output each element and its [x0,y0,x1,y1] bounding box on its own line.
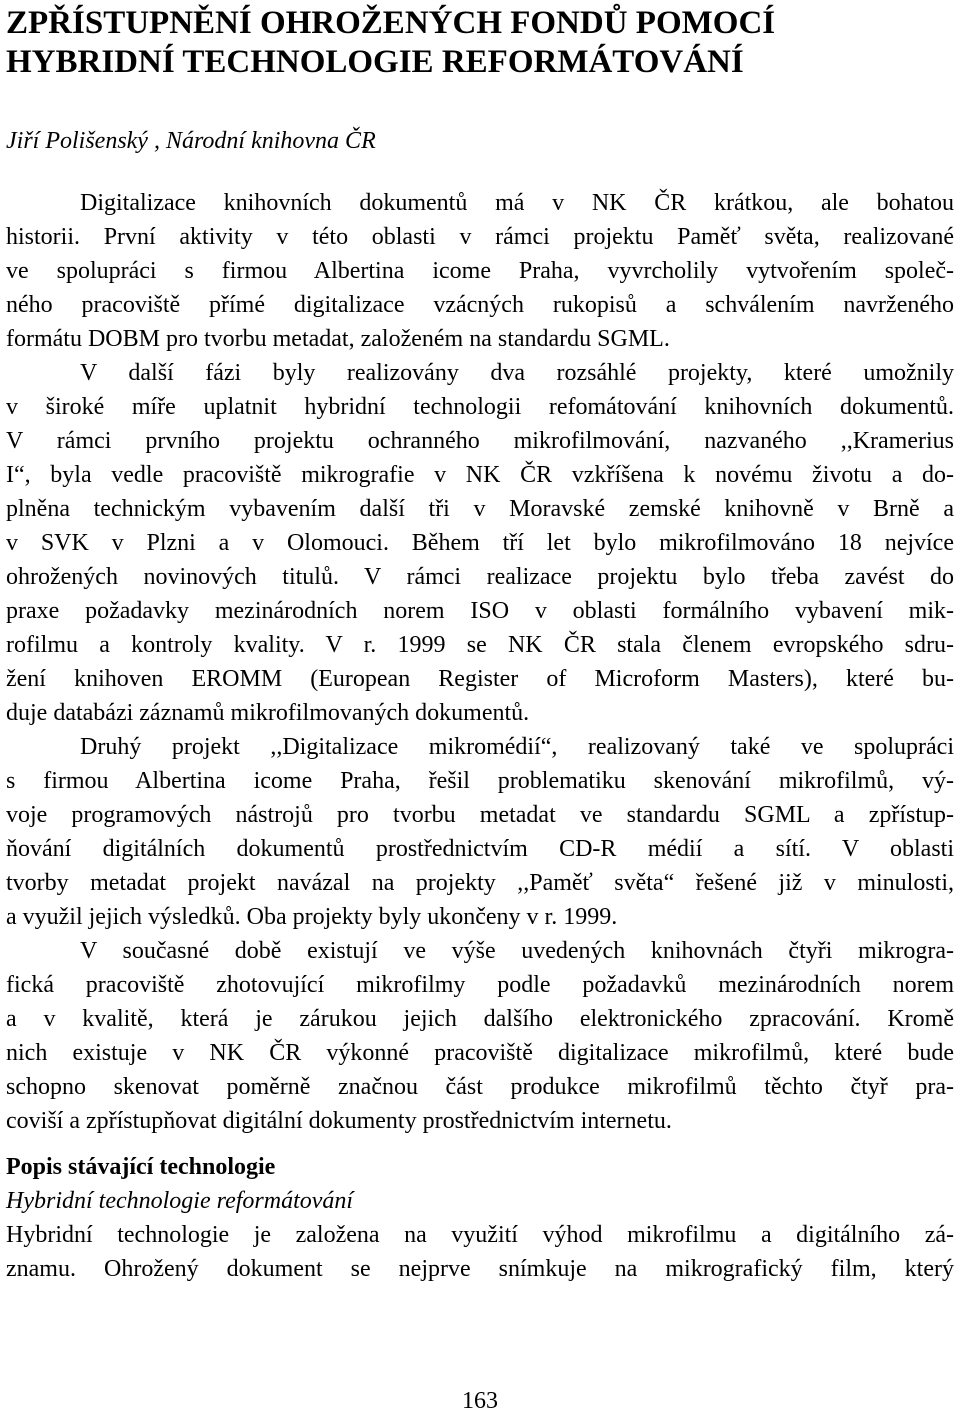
title-line: HYBRIDNÍ TECHNOLOGIE REFORMÁTOVÁNÍ [6,44,744,80]
text-line: coviší a zpřístupňovat digitální dokumenty prostřednictvím internetu. [6,1108,672,1134]
author-line: Jiří Polišenský , Národní knihovna ČR [6,128,376,154]
text-line: fická pracoviště zhotovující mikrofilmy podle požadavků mezinárodních norem [6,972,954,998]
paragraph [6,934,954,1138]
text-line: Hybridní technologie je založena na využití výhod mikrofilmu a digitálního zá- [6,1222,954,1248]
paragraph [6,356,954,730]
section-heading: Popis stávající technologie [6,1154,276,1180]
text-line: žení knihoven EROMM (European Register of Microform Masters), které bu- [6,666,954,692]
text-line: a v kvalitě, která je zárukou jejich dalšího elektronického zpracování. Kromě [6,1006,954,1032]
text-line: a využil jejich výsledků. Oba projekty byly ukončeny v r. 1999. [6,904,618,930]
text-line: rofilmu a kontroly kvality. V r. 1999 se NK ČR stala členem evropského sdru- [6,632,954,658]
text-line: Digitalizace knihovních dokumentů má v NK ČR krátkou, ale bohatou [80,190,954,216]
page-number: 163 [462,1388,498,1414]
text-line: ohrožených novinových titulů. V rámci realizace projektu bylo třeba zavést do [6,564,954,590]
section-subheading: Hybridní technologie reformátování [6,1188,354,1214]
text-line: formátu DOBM pro tvorbu metadat, založeném na standardu SGML. [6,326,670,352]
text-line: ného pracoviště přímé digitalizace vzácných rukopisů a schválením navrženého [6,292,954,318]
text-line: s firmou Albertina icome Praha, řešil problematiku skenování mikrofilmů, vý- [6,768,954,794]
text-line: V současné době existují ve výše uvedených knihovnách čtyři mikrogra- [80,938,954,964]
text-line: V další fázi byly realizovány dva rozsáhlé projekty, které umožnily [80,360,954,386]
text-line: V rámci prvního projektu ochranného mikrofilmování, nazvaného ,,Kramerius [6,428,954,454]
text-line: tvorby metadat projekt navázal na projekty ,,Paměť světa“ řešené již v minulosti, [6,870,954,896]
title-line: ZPŘÍSTUPNĚNÍ OHROŽENÝCH FONDŮ POMOCÍ [6,5,776,41]
text-line: v SVK v Plzni a v Olomouci. Během tří let bylo mikrofilmováno 18 nejvíce [6,530,954,556]
text-line: Druhý projekt ,,Digitalizace mikromédií“, realizovaný také ve spolupráci [80,734,954,760]
text-line: ňování digitálních dokumentů prostřednictvím CD-R médií a sítí. V oblasti [6,836,954,862]
section [6,1150,954,1286]
paragraph [6,186,954,356]
document-title [6,4,956,82]
text-line: znamu. Ohrožený dokument se nejprve snímkuje na mikrografický film, který [6,1256,954,1282]
text-line: historii. První aktivity v této oblasti v rámci projektu Paměť světa, realizované [6,224,954,250]
paragraph [6,730,954,934]
text-line: duje databázi záznamů mikrofilmovaných dokumentů. [6,700,530,726]
text-line: voje programových nástrojů pro tvorbu metadat ve standardu SGML a zpřístup- [6,802,954,828]
text-line: nich existuje v NK ČR výkonné pracoviště digitalizace mikrofilmů, které bude [6,1040,954,1066]
document-body [6,186,954,1286]
section-gap [6,1138,954,1150]
text-line: I“, byla vedle pracoviště mikrografie v NK ČR vzkříšena k novému životu a do- [6,462,954,488]
text-line: ve spolupráci s firmou Albertina icome Praha, vyvrcholily vytvořením společ- [6,258,954,284]
text-line: schopno skenovat poměrně značnou část produkce mikrofilmů těchto čtyř pra- [6,1074,954,1100]
text-line: praxe požadavky mezinárodních norem ISO v oblasti formálního vybavení mik- [6,598,954,624]
text-line: plněna technickým vybavením další tři v Moravské zemské knihovně v Brně a [6,496,954,522]
text-line: v široké míře uplatnit hybridní technologii refomátování knihovních dokumentů. [6,394,954,420]
